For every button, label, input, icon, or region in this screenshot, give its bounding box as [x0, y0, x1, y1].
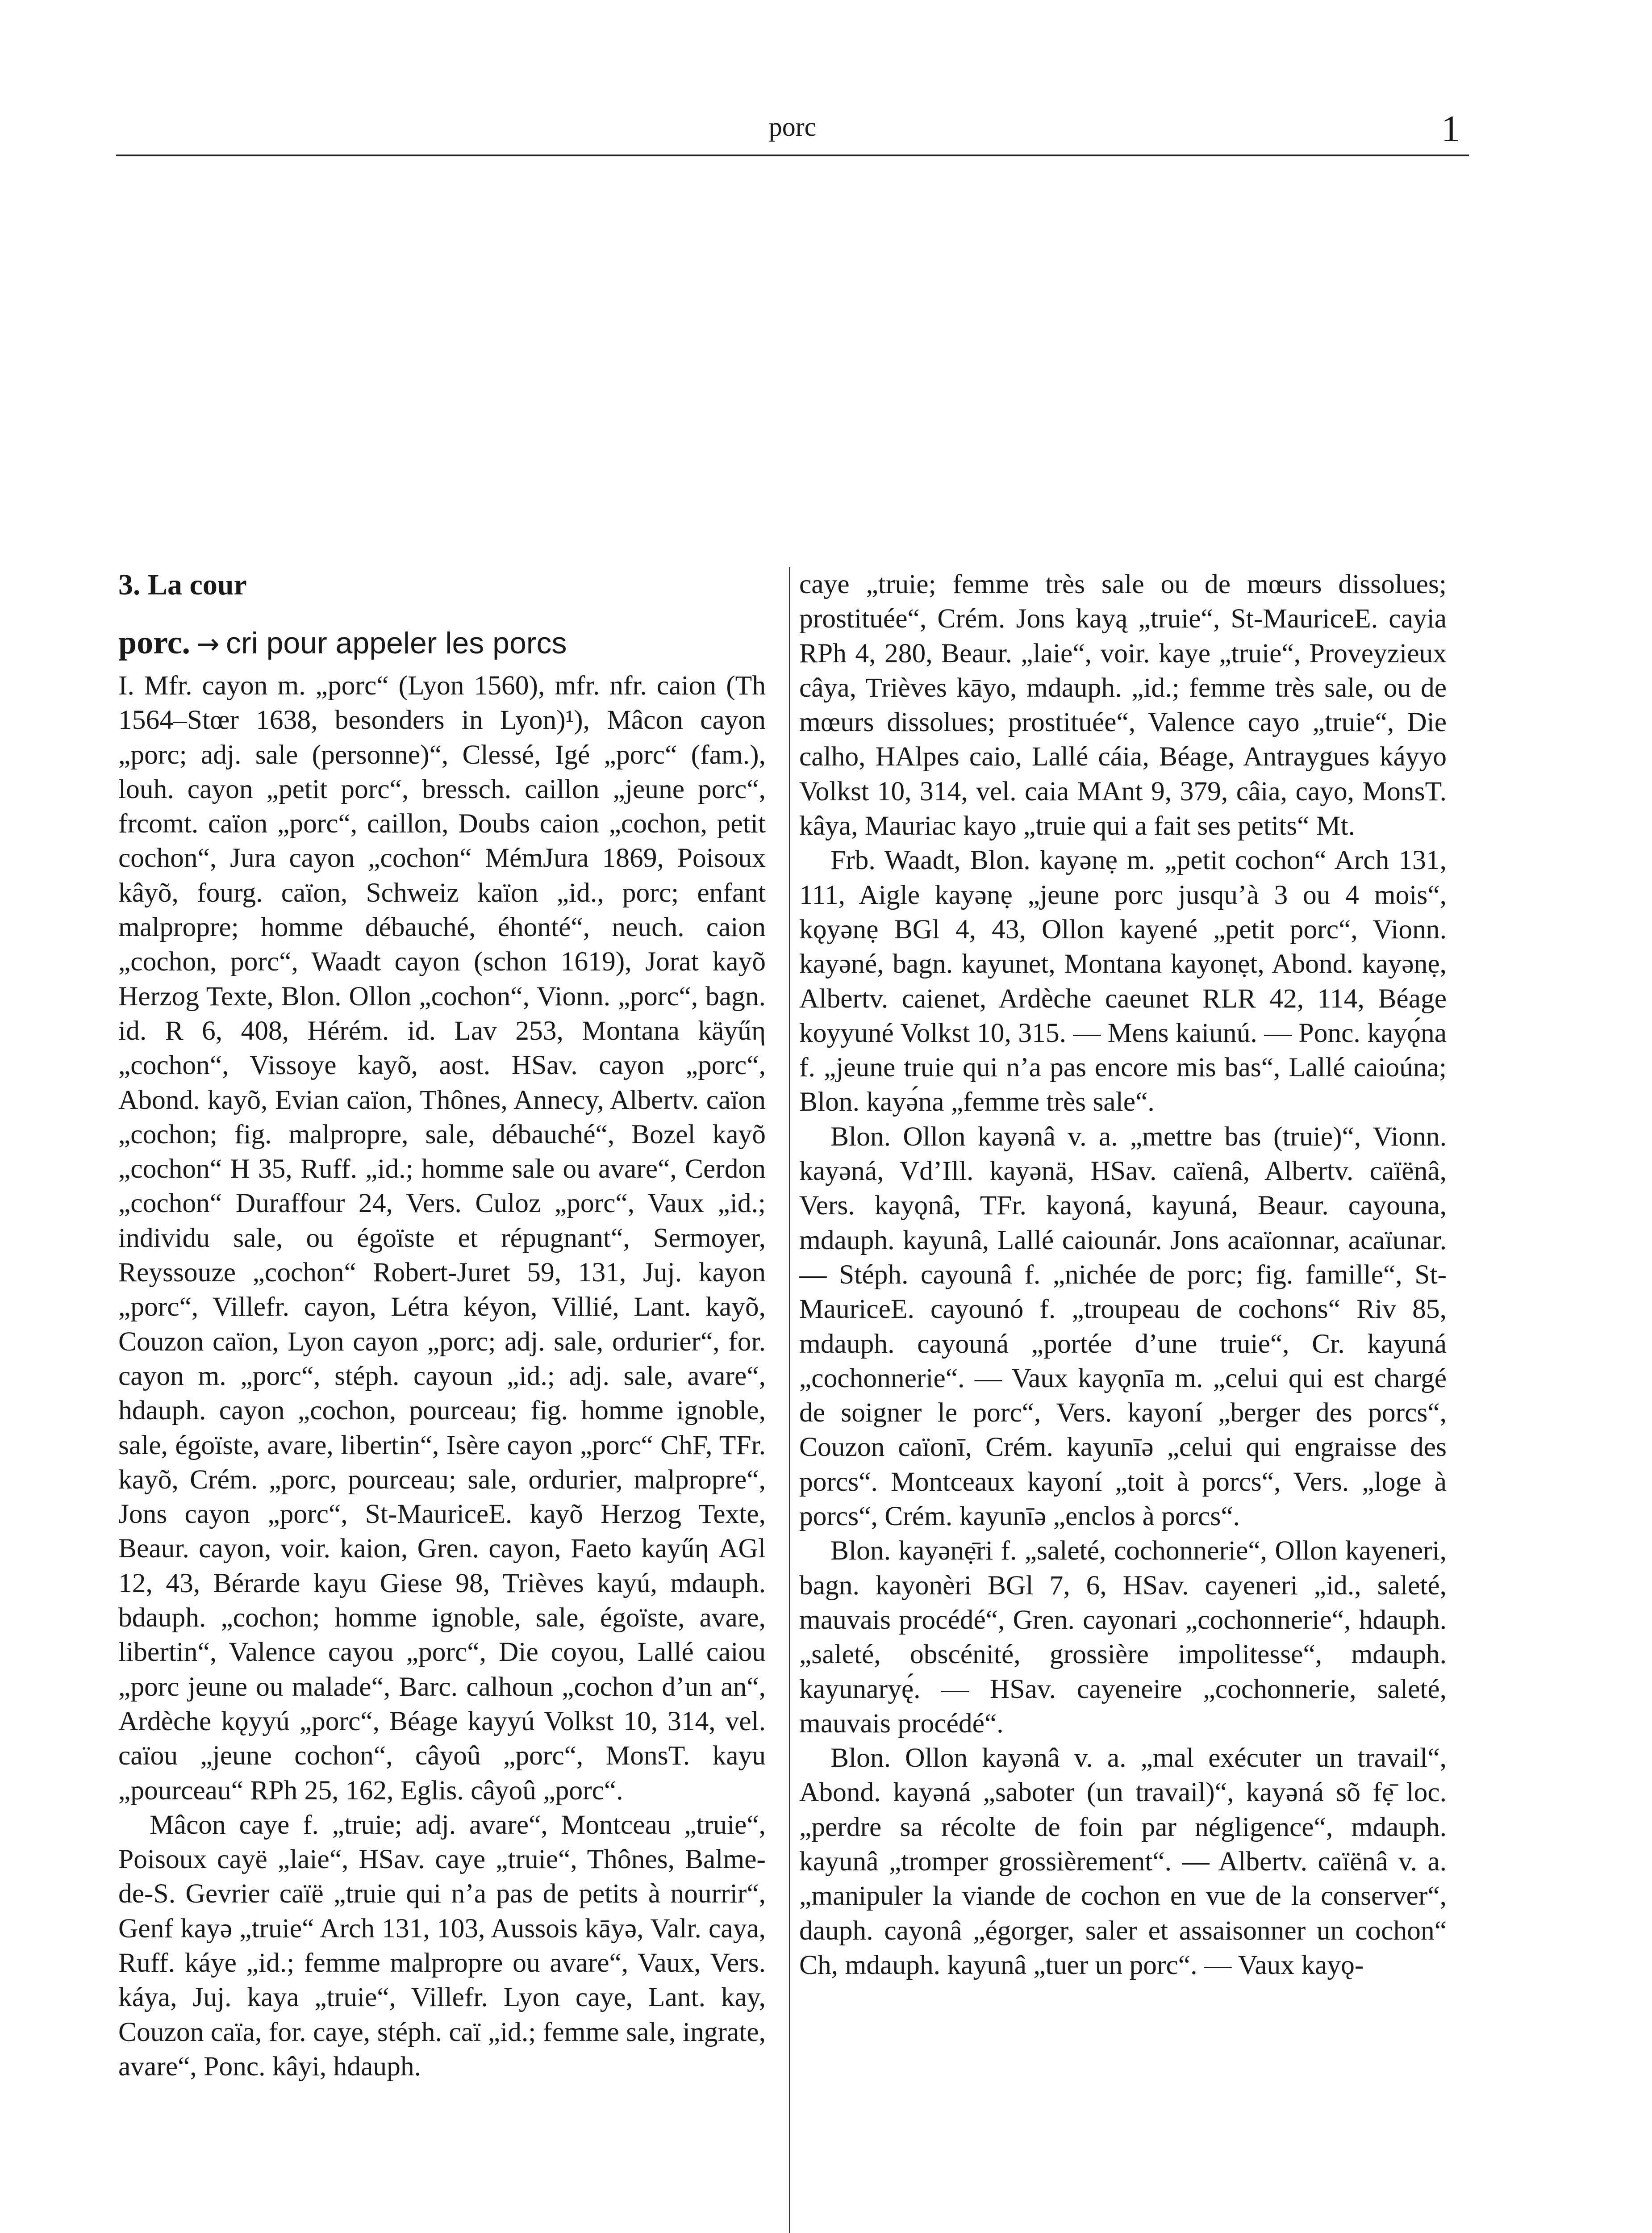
paragraph: Blon. kayənẹ̄ri f. „saleté, cochonnerie“, Ollon kayeneri, bagn. kayonèri BGl 7, 6, HSav. cayeneri „id., saleté, mauvais procédé“, Gren. cayonari „cochonnerie“, hdauph. „saleté, obscénité, grossière impolitesse“, mdauph. kayunaryę́. — HSav. cayeneire „cochonnerie, saleté, mauvais procédé“.: [799, 1535, 1447, 1739]
running-head: [116, 103, 1469, 156]
lemma-definition: cri pour appeler les porcs: [225, 626, 567, 660]
left-column: [118, 567, 766, 2084]
running-title: porc: [768, 112, 817, 142]
paragraph: Blon. Ollon kayənâ v. a. „mettre bas (truie)“, Vionn. kayəná, Vd’Ill. kayənä, HSav. caïenâ, Albertv. caïënâ, Vers. kayǫnâ, TFr. kayoná, kayuná, Beaur. cayouna, mdauph. kayunâ, Lallé caiounár. Jons acaïonnar, acaïunar. — Stéph. cayounâ f. „nichée de porc; fig. famille“, St-MauriceE. cayounó f. „troupeau de cochons“ Riv 85, mdauph. cayouná „portée d’une truie“, Cr. kayuná „cochonnerie“. — Vaux kayǫnīa m. „celui qui est chargé de soigner le porc“, Vers. kayoní „berger des porcs“, Couzon caïonī, Crém. kayunīə „celui qui engraisse des porcs“. Montceaux kayoní „toit à porcs“, Vers. „loge à porcs“, Crém. kayunīə „enclos à porcs“.: [799, 1121, 1447, 1532]
page-number-top: 1: [1441, 108, 1460, 150]
paragraph: I. Mfr. cayon m. „porc“ (Lyon 1560), mfr. nfr. caion (Th 1564–Stœr 1638, besonders in Lyon)¹), Mâcon cayon „porc; adj. sale (personne)“, Clessé, Igé „porc“ (fam.), louh. cayon „petit porc“, bressch. caillon „jeune porc“, frcomt. caïon „porc“, caillon, Doubs caion „cochon, petit cochon“, Jura cayon „cochon“ MémJura 1869, Poisoux kâyõ, fourg. caïon, Schweiz kaïon „id., porc; enfant malpropre; homme débauché, éhonté“, neuch. caion „cochon, porc“, Waadt cayon (schon 1619), Jorat kayõ Herzog Texte, Blon. Ollon „cochon“, Vionn. „porc“, bagn. id. R 6, 408, Hérém. id. Lav 253, Montana käyűη „cochon“, Vissoye kayõ, aost. HSav. cayon „porc“, Abond. kayõ, Evian caïon, Thônes, Annecy, Albertv. caïon „cochon; fig. malpropre, sale, débauché“, Bozel kayõ „cochon“ H 35, Ruff. „id.; homme sale ou avare“, Cerdon „cochon“ Duraffour 24, Vers. Culoz „porc“, Vaux „id.; individu sale, ou égoïste et répugnant“, Sermoyer, Reyssouze „cochon“ Robert-Juret 59, 131, Juj. kayon „porc“, Villefr. cayon, Létra kéyon, Villié, Lant. kayõ, Couzon caïon, Lyon cayon „porc; adj. sale, ordurier“, for. cayon m. „porc“, stéph. cayoun „id.; adj. sale, avare“, hdauph. cayon „cochon, pourceau; fig. homme ignoble, sale, égoïste, avare, libertin“, Isère cayon „porc“ ChF, TFr. kayõ, Crém. „porc, pourceau; sale, ordurier, malpropre“, Jons cayon „porc“, St-MauriceE. kayõ Herzog Texte, Beaur. cayon, voir. kaion, Gren. cayon, Faeto kayűη AGl 12, 43, Bérarde kayu Giese 98, Trièves kayú, mdauph. bdauph. „cochon; homme ignoble, sale, égoïste, avare, libertin“, Valence cayou „porc“, Die coyou, Lallé caiou „porc jeune ou malade“, Barc. calhoun „cochon d’un an“, Ardèche kǫyyú „porc“, Béage kayyú Volkst 10, 314, vel. caïou „jeune cochon“, câyoû „porc“, MonsT. kayu „pourceau“ RPh 25, 162, Eglis. câyoû „porc“.: [118, 670, 766, 1806]
paragraph: Blon. Ollon kayənâ v. a. „mal exécuter un travail“, Abond. kayəná „saboter (un travail)“, kayəná sõ fẹ̄ loc. „perdre sa récolte de foin par négligence“, mdauph. kayunâ „tromper grossièrement“. — Albertv. caïënâ v. a. „manipuler la viande de cochon en vue de la conserver“, dauph. cayonâ „égorger, saler et assaisonner un cochon“ Ch, mdauph. kayunâ „tuer un porc“. — Vaux kayǫ-: [799, 1743, 1447, 1980]
lemma-word: porc.: [118, 624, 191, 661]
column-divider: [789, 567, 790, 2233]
section-heading: 3. La cour: [118, 569, 247, 601]
arrow-right-icon: →: [196, 627, 220, 660]
paragraph: caye „truie; femme très sale ou de mœurs dissolues; prostituée“, Crém. Jons kayą „truie“, St-MauriceE. cayia RPh 4, 280, Beaur. „laie“, voir. kaye „truie“, Proveyzieux câya, Trièves kāyo, mdauph. „id.; femme très sale, ou de mœurs dissolues; prostituée“, Valence cayo „truie“, Die calho, HAlpes caio, Lallé cáia, Béage, Antraygues káyyo Volkst 10, 314, vel. caia MAnt 9, 379, câia, cayo, MonsT. kâya, Mauriac kayo „truie qui a fait ses petits“ Mt.: [799, 569, 1447, 841]
right-column: [799, 567, 1447, 1982]
header-rule: [116, 155, 1469, 156]
lemma-heading: [118, 623, 766, 664]
paragraph: Mâcon caye f. „truie; adj. avare“, Montceau „truie“, Poisoux cayë „laie“, HSav. caye „truie“, Thônes, Balme-de-S. Gevrier caïë „truie qui n’a pas de petits à nourrir“, Genf kayə „truie“ Arch 131, 103, Aussois kāyə, Valr. caya, Ruff. káye „id.; femme malpropre ou avare“, Vaux, Vers. káya, Juj. kaya „truie“, Villefr. Lyon caye, Lant. kay, Couzon caïa, for. caye, stéph. caï „id.; femme sale, ingrate, avare“, Ponc. kâyi, hdauph.: [118, 1809, 766, 2082]
paragraph: Frb. Waadt, Blon. kayənẹ m. „petit cochon“ Arch 131, 111, Aigle kayənẹ „jeune porc jusqu’à 3 ou 4 mois“, kǫyənẹ BGl 4, 43, Ollon kayené „petit porc“, Vionn. kayəné, bagn. kayunet, Montana kayonẹt, Abond. kayənẹ, Albertv. caienet, Ardèche caeunet RLR 42, 114, Béage koyyuné Volkst 10, 315. — Mens kaiunú. — Ponc. kayǫ́na f. „jeune truie qui n’a pas encore mis bas“, Lallé caioúna; Blon. kayə́na „femme très sale“.: [799, 845, 1447, 1117]
